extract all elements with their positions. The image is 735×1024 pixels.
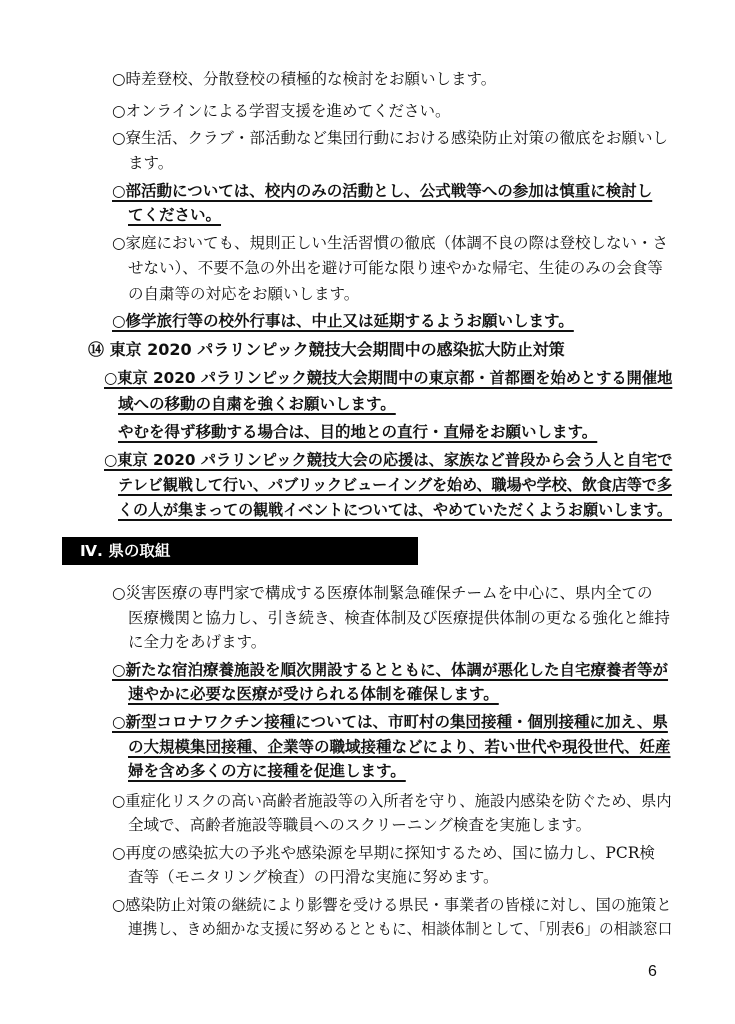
page-number: 6 (648, 963, 657, 980)
item-club-activities: ○部活動については、校内のみの活動とし、公式戦等への参加は慎重に検討し (112, 182, 653, 200)
item-support-consultation-cont: 連携し、きめ細かな支援に努めるとともに、相談体制として、「別表6」の相談窓口 (128, 920, 673, 938)
section-title-bar: Ⅳ. 県の取組 (62, 537, 418, 565)
item-club-activities-cont: てください。 (128, 206, 222, 224)
item-medical-team-cont2: に全力をあげます。 (128, 633, 267, 651)
item-dorm-life-cont: ます。 (128, 154, 174, 172)
item-dorm-life: ○寮生活、クラブ・部活動など集団行動における感染防止対策の徹底をお願いし (112, 129, 669, 147)
item-staggered-attendance: ○時差登校、分散登校の積極的な検討をお願いします。 (112, 70, 497, 88)
item-home-life-cont2: の自粛等の対応をお願いします。 (128, 285, 360, 303)
heading-14: ⑭ 東京 2020 パラリンピック競技大会期間中の感染拡大防止対策 (88, 340, 565, 359)
item-medical-team: ○災害医療の専門家で構成する医療体制緊急確保チームを中心に、県内全ての (112, 584, 653, 602)
item-vaccination-cont2: 婦を含め多くの方に接種を促進します。 (128, 762, 406, 780)
item-pcr-monitoring: ○再度の感染拡大の予兆や感染源を早期に探知するため、国に協力し、PCR検 (112, 844, 655, 862)
item-elderly-screening: ○重症化リスクの高い高齢者施設等の入所者を守り、施設内感染を防ぐため、県内 (112, 792, 672, 810)
item-vaccination-cont1: の大規模集団接種、企業等の職域接種などにより、若い世代や現役世代、妊産 (128, 738, 671, 756)
item-medical-team-cont1: 医療機関と協力し、引き続き、検査体制及び医療提供体制の更なる強化と維持 (128, 609, 670, 627)
item-home-life: ○家庭においても、規則正しい生活習慣の徹底（体調不良の際は登校しない・さ (112, 234, 669, 252)
item-paralympics-viewing-cont2: くの人が集まっての観戦イベントについては、やめていただくようお願いします。 (118, 501, 672, 519)
item-lodging-facilities: ○新たな宿泊療養施設を順次開設するとともに、体調が悪化した自宅療養者等が (112, 661, 669, 679)
item-paralympics-travel-note: やむを得ず移動する場合は、目的地との直行・直帰をお願いします。 (118, 423, 598, 441)
item-paralympics-travel: ○東京 2020 パラリンピック競技大会期間中の東京都・首都圏を始めとする開催地 (104, 369, 673, 387)
item-online-learning: ○オンラインによる学習支援を進めてください。 (112, 102, 451, 120)
item-support-consultation: ○感染防止対策の継続により影響を受ける県民・事業者の皆様に対し、国の施策と (112, 896, 672, 914)
item-school-trips: ○修学旅行等の校外行事は、中止又は延期するようお願いします。 (112, 312, 574, 330)
item-home-life-cont1: せない）、不要不急の外出を避け可能な限り速やかな帰宅、生徒のみの会食等 (128, 259, 663, 277)
item-paralympics-travel-cont: 域への移動の自粛を強くお願いします。 (118, 395, 396, 413)
item-elderly-screening-cont: 全域で、高齢者施設等職員へのスクリーニング検査を実施します。 (128, 816, 592, 834)
item-vaccination: ○新型コロナワクチン接種については、市町村の集団接種・個別接種に加え、県 (112, 713, 668, 731)
item-paralympics-viewing-cont1: テレビ観戦して行い、パブリックビューイングを始め、職場や学校、飲食店等で多 (118, 476, 673, 494)
item-paralympics-viewing: ○東京 2020 パラリンピック競技大会の応援は、家族など普段から会う人と自宅で (104, 451, 673, 469)
item-lodging-facilities-cont: 速やかに必要な医療が受けられる体制を確保します。 (128, 685, 499, 703)
item-pcr-monitoring-cont: 査等（モニタリング検査）の円滑な実施に努めます。 (128, 868, 499, 886)
